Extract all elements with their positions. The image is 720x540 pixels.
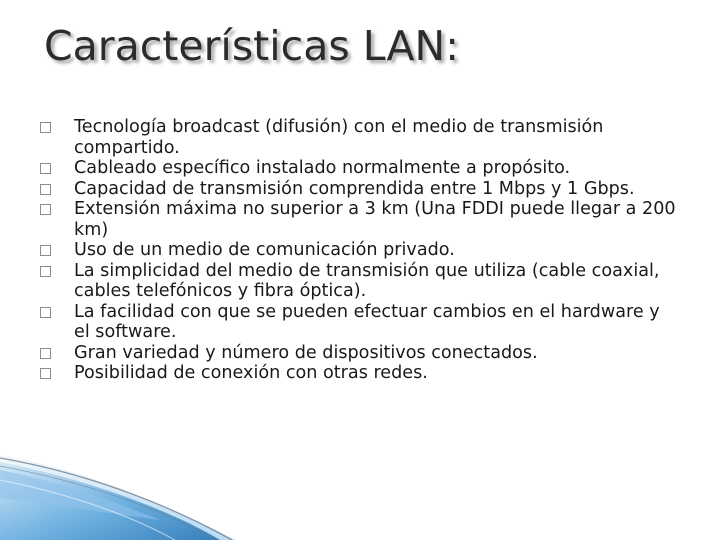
bullet-text: Extensión máxima no superior a 3 km (Una FDDI puede llegar a 200 km) — [74, 199, 676, 240]
bullet-text: Capacidad de transmisión comprendida entre 1 Mbps y 1 Gbps. — [74, 178, 635, 199]
checkbox-square-icon — [40, 348, 51, 359]
checkbox-square-icon — [40, 122, 51, 133]
checkbox-square-icon — [40, 368, 51, 379]
checkbox-square-icon — [40, 307, 51, 318]
list-item — [40, 117, 680, 158]
slide-title: Características LAN: — [44, 22, 460, 70]
bullet-list — [40, 117, 680, 384]
checkbox-square-icon — [40, 204, 51, 215]
list-item — [40, 199, 680, 240]
bullet-text: La facilidad con que se pueden efectuar cambios en el hardware y el software. — [74, 301, 660, 342]
bullet-text: Posibilidad de conexión con otras redes. — [74, 363, 428, 383]
bullet-text: Cableado específico instalado normalmente a propósito. — [74, 158, 571, 178]
list-item — [40, 158, 680, 179]
bullet-text: Tecnología broadcast (difusión) con el medio de transmisión compartido. — [74, 117, 604, 158]
bullet-text: Uso de un medio de comunicación privado. — [74, 240, 455, 260]
checkbox-square-icon — [40, 245, 51, 256]
list-item — [40, 302, 680, 343]
list-item — [40, 261, 680, 302]
bullet-text: Gran variedad y número de dispositivos conectados. — [74, 342, 538, 363]
list-item — [40, 343, 680, 364]
list-item — [40, 179, 680, 200]
checkbox-square-icon — [40, 163, 51, 174]
list-item — [40, 363, 680, 384]
list-item — [40, 240, 680, 261]
checkbox-square-icon — [40, 266, 51, 277]
bullet-text: La simplicidad del medio de transmisión que utiliza (cable coaxial, cables telefónicos y fibra óptica). — [74, 260, 660, 301]
checkbox-square-icon — [40, 184, 51, 195]
